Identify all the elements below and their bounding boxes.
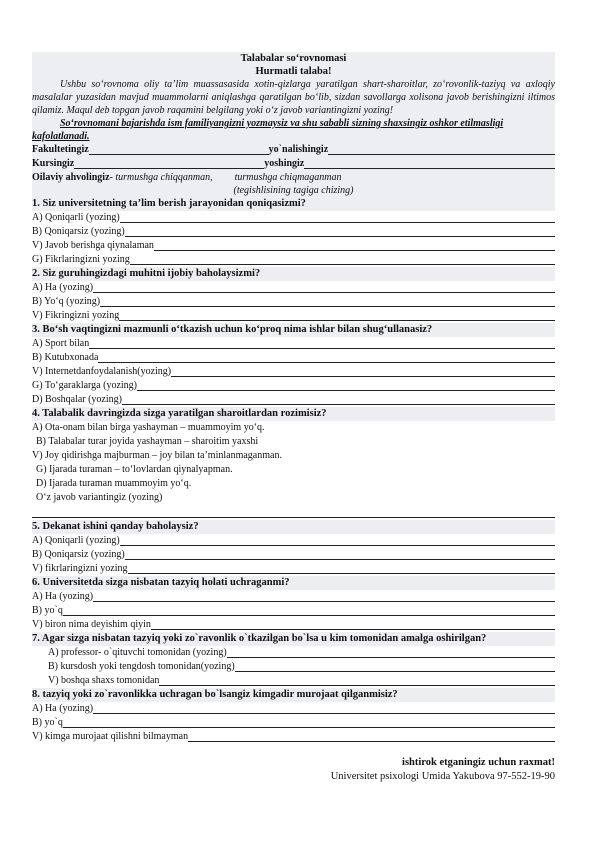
answer-line[interactable] — [93, 591, 555, 602]
q7-option-v[interactable] — [32, 674, 555, 688]
answer-line[interactable] — [63, 605, 555, 616]
thanks-note: ishtirok etganingiz uchun raxmat! — [402, 757, 555, 768]
option-label: A) professor- o`qituvchi tomonidan (yozing) — [48, 647, 227, 658]
question-4: 4. Talabalik davringizda sizga yaratilgan sharoitlardan rozimisiz? — [32, 407, 555, 421]
answer-line[interactable] — [63, 717, 555, 728]
answer-line[interactable] — [125, 549, 555, 560]
question-2: 2. Siz guruhingizdagi muhitni ijobiy baholaysizmi? — [32, 267, 555, 281]
major-label: yo`nalishingiz — [268, 144, 329, 155]
answer-line[interactable] — [128, 563, 555, 574]
option-label: A) Qoniqarli (yozing) — [32, 535, 120, 546]
q3-option-d[interactable] — [32, 393, 555, 407]
family-label: Oilaviy ahvolingiz — [32, 172, 110, 183]
q3-option-b[interactable] — [32, 351, 555, 365]
option-label: B) yo`q — [32, 717, 63, 728]
option-label: A) Qoniqarli (yozing) — [32, 212, 120, 223]
option-label: B) Kutubxonada — [32, 352, 99, 363]
option-label: V) biron nima deyishim qiyin — [32, 619, 151, 630]
option-label: V) Fikringizni yozing — [32, 310, 120, 321]
question-7: 7. Agar sizga nisbatan tazyiq yoki zo`ravonlik o`tkazilgan bo`lsa u kim tomonidan amalga oshirilgan? — [32, 632, 555, 646]
option-label: V) kimga murojaat qilishni bilmayman — [32, 731, 189, 742]
q4-own-answer-line[interactable] — [32, 505, 555, 518]
option-label: B) Qoniqarsiz (yozing) — [32, 226, 125, 237]
faculty-field[interactable] — [89, 144, 269, 155]
q1-option-v[interactable] — [32, 239, 555, 253]
option-label: B) Yo‘q (yozing) — [32, 296, 101, 307]
answer-line[interactable] — [93, 282, 555, 293]
q1-option-a[interactable] — [32, 211, 555, 225]
q3-option-g[interactable] — [32, 379, 555, 393]
q5-option-a[interactable] — [32, 534, 555, 548]
answer-line[interactable] — [120, 212, 555, 223]
option-label: G) Fikrlaringizni yozing — [32, 254, 130, 265]
answer-line[interactable] — [235, 661, 555, 672]
answer-line[interactable] — [137, 380, 555, 391]
q2-option-b[interactable] — [32, 295, 555, 309]
option-label: D) Boshqalar (yozing) — [32, 394, 122, 405]
answer-line[interactable] — [188, 731, 555, 742]
answer-line[interactable] — [125, 226, 555, 237]
option-label: V) Javob berishga qiynalaman — [32, 240, 154, 251]
major-field[interactable] — [328, 144, 555, 155]
option-label: V) fikrlaringizni yozing — [32, 563, 128, 574]
q5-option-b[interactable] — [32, 548, 555, 562]
family-option-married[interactable]: - turmushga chiqqanman, — [109, 172, 213, 183]
question-8-number: 8 — [32, 689, 38, 700]
answer-line[interactable] — [122, 394, 555, 405]
family-hint: (tegishlisining tagiga chizing) — [32, 185, 555, 197]
q4-option-a[interactable]: A) Ota-onam bilan birga yashayman – muammoyim yo‘q. — [32, 422, 265, 433]
question-1: 1. Siz universitetning ta’lim berish jarayonidan qoniqasizmi? — [32, 197, 555, 211]
answer-line[interactable] — [227, 647, 555, 658]
intro-text: Ushbu so‘rovnoma oliy ta’lim muassasasida xotin-qizlarga yaratilgan shart-sharoitlar, zo‘rovonlik-taziyq va axloqiy masalalar yuzasidan mavjud muammolarni aniqlashga qaratilgan bo‘lib, sizdan savollarga xolisona javob berishingizni iltimos qilamiz. Maqul deb topgan javob raqamini belgilang yoki o‘z javob variantingizni yozing! — [32, 79, 555, 116]
question-8 — [32, 688, 555, 702]
option-label: V) Internetdanfoydalanish(yozing) — [32, 366, 172, 377]
q1-option-b[interactable] — [32, 225, 555, 239]
q8-option-b[interactable] — [32, 716, 555, 730]
answer-line[interactable] — [100, 296, 555, 307]
q7-option-b[interactable] — [32, 660, 555, 674]
q4-option-d[interactable]: D) Ijarada turaman muammoyim yo‘q. — [36, 478, 192, 489]
question-8-text: . tazyiq yoki zo`ravonlikka uchragan bo`lsangiz kimgadir murojaat qilganmisiz? — [37, 689, 398, 700]
age-field[interactable] — [304, 158, 555, 169]
q8-option-a[interactable] — [32, 702, 555, 716]
option-label: B) kursdosh yoki tengdosh tomonidan(yozing) — [48, 661, 235, 672]
survey-title: Talabalar so‘rovnomasi — [240, 53, 347, 64]
q2-option-v[interactable] — [32, 309, 555, 323]
q3-option-a[interactable] — [32, 337, 555, 351]
q3-option-v[interactable] — [32, 365, 555, 379]
q8-option-v[interactable] — [32, 730, 555, 744]
q5-option-v[interactable] — [32, 562, 555, 576]
option-label: A) Ha (yozing) — [32, 703, 94, 714]
option-label: G) To‘garaklarga (yozing) — [32, 380, 137, 391]
q7-option-a[interactable] — [32, 646, 555, 660]
answer-line[interactable] — [130, 254, 555, 265]
answer-line[interactable] — [159, 675, 555, 686]
answer-line[interactable] — [98, 352, 555, 363]
question-3: 3. Bo‘sh vaqtingizni mazmunli o‘tkazish uchun ko‘proq nima ishlar bilan shug‘ullanasiz? — [32, 323, 555, 337]
q2-option-a[interactable] — [32, 281, 555, 295]
q6-option-a[interactable] — [32, 590, 555, 604]
answer-line[interactable] — [151, 619, 555, 630]
q6-option-b[interactable] — [32, 604, 555, 618]
greeting: Hurmatli talaba! — [255, 66, 332, 77]
survey-page — [32, 52, 555, 784]
family-status-row — [32, 171, 555, 185]
answer-line[interactable] — [154, 240, 555, 251]
family-option-single[interactable]: turmushga chiqmaganman — [234, 172, 342, 183]
option-label: V) boshqa shaxs tomonidan — [48, 675, 160, 686]
option-label: B) Qoniqarsiz (yozing) — [32, 549, 125, 560]
option-label: A) Sport bilan — [32, 338, 90, 349]
answer-line[interactable] — [119, 310, 555, 321]
age-label: yoshingiz — [264, 158, 305, 169]
anonymity-note: So‘rovnomani bajarishda ism familiyangizni yozmaysiz va shu sababli sizning shaxsingiz oshkor etilmasligi kafolatlanadi. — [32, 118, 504, 142]
answer-line[interactable] — [93, 703, 555, 714]
q4-option-g[interactable]: G) Ijarada turaman – to‘lovlardan qiynalyapman. — [36, 464, 233, 475]
q4-option-b[interactable]: B) Talabalar turar joyida yashayman – sharoitim yaxshi — [36, 436, 259, 447]
q4-own-answer-label: O‘z javob variantingiz (yozing) — [36, 492, 163, 503]
question-5: 5. Dekanat ishini qanday baholaysiz? — [32, 520, 555, 534]
answer-line[interactable] — [171, 366, 555, 377]
faculty-major-row — [32, 143, 555, 157]
question-6: 6. Universitetda sizga nisbatan tazyiq holati uchraganmi? — [32, 576, 555, 590]
author-signature: Universitet psixologi Umida Yakubova 97-552-19-90 — [330, 771, 555, 782]
answer-line[interactable] — [120, 535, 555, 546]
q6-option-v[interactable] — [32, 618, 555, 632]
survey-header — [32, 52, 555, 143]
option-label: A) Ha (yozing) — [32, 591, 94, 602]
faculty-label: Fakultetingiz — [32, 144, 89, 155]
q4-option-v[interactable]: V) Joy qidirishga majburman – joy bilan ta’minlanmaganman. — [32, 450, 282, 461]
course-field[interactable] — [74, 158, 264, 169]
course-label: Kursingiz — [32, 158, 75, 169]
q1-option-g[interactable] — [32, 253, 555, 267]
answer-line[interactable] — [89, 338, 555, 349]
course-age-row — [32, 157, 555, 171]
option-label: A) Ha (yozing) — [32, 282, 94, 293]
option-label: B) yo`q — [32, 605, 63, 616]
